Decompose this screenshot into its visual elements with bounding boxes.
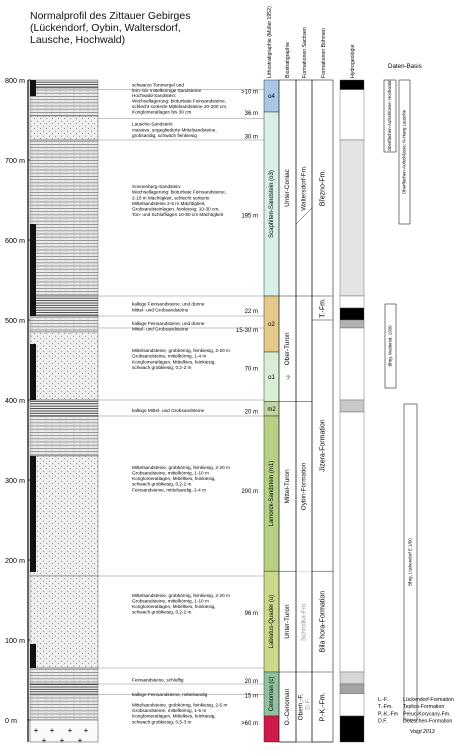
biostrat-label: Ober-Turon xyxy=(284,332,292,366)
biostratigraphy-column xyxy=(279,80,296,742)
legend-abbreviation: T.-Fm. xyxy=(378,704,393,711)
unit-thickness: 15-30 m xyxy=(235,328,258,334)
black-marker xyxy=(30,344,36,400)
unit-description-line: schwarze Tonmergel und xyxy=(132,82,185,88)
lithology-layer xyxy=(30,416,98,456)
depth-tick-label: 200 m xyxy=(5,556,25,565)
column-header-hydro: Hydrogeologie xyxy=(350,44,356,78)
title-line-3: Lausche, Hochwald) xyxy=(30,34,126,46)
unit-thickness: 30 m xyxy=(244,134,258,141)
unit-description-line: Wechsellagerung: bioturbate Feinsandsteine, xyxy=(132,98,226,104)
depth-tick-label: 500 m xyxy=(5,316,25,325)
depth-axis xyxy=(5,76,31,742)
lithology-layer xyxy=(30,694,98,720)
hydrogeology-band xyxy=(340,90,364,140)
sachsen-formation-label: Waltersdorf-Fm. xyxy=(300,165,308,211)
boehmen-formation-label: Bila hora-Formation xyxy=(319,590,327,653)
hydrogeology-band xyxy=(340,716,364,742)
boehmen-formation-label: Jizera-Formation xyxy=(319,419,327,472)
lithostrat-label: Scaphiten-Sandstein (o3) xyxy=(269,170,276,238)
lithology-layer xyxy=(30,140,98,296)
hydrogeology-band xyxy=(340,328,364,400)
title-line-2: (Lückendorf, Oybin, Waltersdorf, xyxy=(30,22,181,34)
unit-thickness: 36 m xyxy=(244,111,258,118)
unit-descriptions xyxy=(98,83,264,727)
unit-description-line: kalkige Mittel- und Grobsandsteine xyxy=(132,408,205,414)
lithology-layer xyxy=(30,116,98,140)
unit-description-line: Feinsandsteine, schluffig xyxy=(132,677,184,683)
credit-text: Voigt 2013 xyxy=(410,729,435,735)
lithostrat-label: o2 xyxy=(268,322,275,329)
lithology-layer xyxy=(30,80,98,88)
sachsen-formation-label: Schmilka-Fm. xyxy=(300,602,308,642)
column-header-lithostrat: Lithostratigraphie (Müller 1952) xyxy=(267,6,273,78)
black-marker xyxy=(30,456,36,572)
hydrogeology-band xyxy=(340,140,364,296)
unit-thickness: 96 m xyxy=(244,611,258,618)
unit-description-line: Mittelsandsteine, grobkörnig, feinkiesig, 2-20 m xyxy=(132,348,230,354)
boehmen-formation-label: Březno-Fm. xyxy=(319,169,327,207)
biostrat-label: Unter-Coniac xyxy=(284,169,292,207)
legend-abbreviation: L.-F. xyxy=(378,697,389,703)
legend-description: Dölzschen-Formation xyxy=(403,718,453,725)
unit-description-line: Hochwald-Sandstein: xyxy=(132,92,177,98)
lithology-layer xyxy=(30,400,98,416)
unit-description-line: Konglomeratlagen, Mittelkies, feinkiesig, xyxy=(132,713,216,719)
unit-description-line: Ton- und Schluffiagen 10-50 cm Mächtigkeit xyxy=(132,212,224,218)
depth-tick-label: 800 m xyxy=(5,76,25,85)
unit-description-line: Grobsandsteine, mittelkörnig, 1-10 m xyxy=(132,598,209,604)
basement-symbol: + xyxy=(33,725,39,735)
daten-basis-label: Oberflächen-Aufschlüsse: Hochwald xyxy=(387,80,393,152)
lithostrat-label: o4 xyxy=(268,94,275,101)
hydrogeology-band xyxy=(340,694,364,716)
column-header-daten: Daten-Basis xyxy=(388,63,422,70)
hydrogeology-band xyxy=(340,308,364,320)
hydrogeology-band xyxy=(340,80,364,90)
unit-description-line: 2-10 m Mächtigkeit, schlecht sortierte xyxy=(132,195,210,201)
legend-description: Lückendorf-Formation xyxy=(403,697,454,703)
sachsen-formation-label: Oybin-Formation xyxy=(300,462,308,511)
unit-description-line: massive, ungegliederte Mittelsandsteine, xyxy=(132,127,217,133)
lithology-layer xyxy=(30,456,98,576)
depth-tick-label: 300 m xyxy=(5,476,25,485)
depth-tick-label: 400 m xyxy=(5,396,25,405)
lithostratigraphy-column xyxy=(264,80,279,742)
unit-description-line: Konglomeratlagen, Mittelkies, feinkiesig, xyxy=(132,359,216,365)
column-header-biostrat: Biostratigraphie xyxy=(285,41,291,78)
hydrogeology-band xyxy=(340,400,364,412)
unit-description-line: kalkige Feinsandsteine, mittelsandig xyxy=(132,692,208,698)
unit-description-line: Konglomeratlagen, Mittelkies, feinkiesig, xyxy=(132,604,216,610)
boehmen-formation-label: P.-K.-Fm. xyxy=(319,692,327,722)
sachsen-formation-label: D.F. xyxy=(304,698,312,710)
hydrogeology-band xyxy=(340,684,364,694)
unit-description-line: kalkige Feinsandsteine, und dünne xyxy=(132,301,205,307)
title-line-1: Normalprofil des Zittauer Gebirges xyxy=(30,10,191,22)
unit-description-line: Sonnenberg-Sandstein: xyxy=(132,184,182,190)
unit-description-line: grobsandig, schwach feinkiesig xyxy=(132,132,197,138)
unit-thickness: 20 m xyxy=(244,409,258,416)
lithostrat-label: Labiatus-Quader (u) xyxy=(269,594,276,649)
black-marker xyxy=(30,644,36,668)
unit-thickness: 195 m xyxy=(241,213,258,220)
unit-thickness: 20 m xyxy=(244,679,258,686)
lithostrat-label: Lamorck-Sandstein (m1) xyxy=(269,460,276,527)
unit-description-line: Lausche-Sandstein: xyxy=(132,121,174,127)
unit-description-line: fein- bis mittelkörnige Sandsteine xyxy=(132,88,202,94)
lithology-column xyxy=(30,80,98,745)
legend-abbreviation: D.F. xyxy=(378,718,388,725)
unit-thickness: 70 m xyxy=(244,366,258,373)
unit-description-line: Mittelsandsteine, grobkörnig, feinkiesig, 2-5 m xyxy=(132,702,228,708)
column-header-boehmen: Formationen Böhmen xyxy=(321,28,327,78)
daten-basis-label: Bhrg. Lückendorf E 1/60 xyxy=(407,538,413,586)
lithostrat-unit xyxy=(264,716,279,742)
biostrat-label: Unter-Turon xyxy=(284,604,292,639)
unit-description-line: schlecht sortierte Mittelsandsteine 20-200 cm, xyxy=(132,104,228,110)
unit-thickness: 22 m xyxy=(244,308,258,315)
basement-symbol: + xyxy=(67,725,73,735)
lithology-layer xyxy=(30,684,98,694)
unit-description-line: Konglomeratlagen bis 30 cm xyxy=(132,109,192,115)
unit-description-line: Grobsandsteinlagen, feinkiesig: 10-30 cm, xyxy=(132,206,220,212)
sachsen-formation-label: Oberh.-F. xyxy=(297,693,305,721)
daten-basis-label: Bhrg. Waltersd. 1930 xyxy=(387,325,393,367)
unit-description-line: Mittel- und Grobsandsteine xyxy=(132,326,189,332)
lithology-layer xyxy=(30,88,98,116)
lithology-layer xyxy=(30,576,98,668)
black-marker xyxy=(30,224,36,316)
unit-description-line: Mittel- und Grobsandsteine xyxy=(132,307,189,313)
basement-symbol: + xyxy=(77,735,83,745)
legend-description: Peruc-Korycany-Fm. xyxy=(403,711,451,718)
lithostrat-label: o1 xyxy=(268,375,275,381)
basement-symbol: + xyxy=(49,725,55,735)
unit-description-line: Feinsandsteine, mittelsandig, 2-4 m xyxy=(132,487,206,493)
biostrat-question-mark: ? xyxy=(286,376,290,382)
legend-abbreviation: P.-K.-Fm xyxy=(378,711,399,718)
boehmen-formation-label: T.-Fm. xyxy=(319,298,327,318)
unit-description-line: Grobsandsteine, mittelkörnig, 1-4 m xyxy=(132,353,207,359)
lithostrat-label: m2 xyxy=(267,407,276,413)
column-header-sachsen: Formationen Sachsen xyxy=(302,27,308,78)
hydrogeology-band xyxy=(340,672,364,684)
unit-description-line: Grobsandsteine, mittelkörnig, 1-10 m xyxy=(132,470,209,476)
lithology-layer xyxy=(30,332,98,400)
basement-symbol: + xyxy=(59,735,65,745)
lithology-layer xyxy=(30,296,98,316)
depth-tick-label: 100 m xyxy=(5,636,25,645)
abbreviation-legend xyxy=(378,697,454,735)
depth-tick-label: 700 m xyxy=(5,156,25,165)
unit-description-line: kalkige Feinsandsteine, und dünne xyxy=(132,320,205,326)
legend-description: Teplice-Formation xyxy=(403,704,445,711)
basement-symbol: + xyxy=(41,735,47,745)
column-headers xyxy=(267,6,422,78)
daten-basis-column xyxy=(384,80,417,720)
biostrat-label: Mittel-Turon xyxy=(284,469,292,504)
unit-thickness: >60 m xyxy=(241,720,258,727)
unit-description-line: Konglomeratlagen, Mittelkies, feinkiesig, xyxy=(132,476,216,482)
unit-description-line: schwach grobkiesig, 0,2-2 m xyxy=(132,364,192,370)
unit-description-line: schwach grobkiesig, 0,2-2 m xyxy=(132,481,192,487)
unit-description-line: Mittelsandsteine, grobkörnig, feinkiesig, 2-20 m xyxy=(132,592,230,598)
hydrogeology-band xyxy=(340,296,364,308)
unit-thickness: 15 m xyxy=(244,693,258,700)
unit-thickness: 200 m xyxy=(241,488,258,495)
formations-sachsen-column xyxy=(296,80,312,742)
depth-tick-label: 0 m xyxy=(5,716,17,725)
biostrat-label: O.-Cenoman xyxy=(284,688,292,726)
hydrogeology-band xyxy=(340,412,364,672)
daten-basis-label: Oberflächen-Aufschlüsse: N-Hang Lausche xyxy=(401,109,407,195)
black-marker xyxy=(30,80,36,96)
unit-thickness: >10 m xyxy=(241,89,258,96)
unit-description-line: Mittelsandsteine, grobkörnig, feinkiesig, 2-20 m xyxy=(132,464,230,470)
lithostrat-label: Cenoman (c) xyxy=(269,676,276,712)
hydrogeology-band xyxy=(340,320,364,328)
lithology-layer xyxy=(30,316,98,332)
unit-description-line: Grobsandsteine, mittelkörnig, 1-5 m xyxy=(132,708,207,714)
basement-symbol: + xyxy=(83,725,89,735)
hydrogeology-column xyxy=(340,80,364,742)
unit-description-line: schwach grobkiesig, 0,2-2 m xyxy=(132,609,192,615)
lithology-layer xyxy=(30,668,98,684)
depth-tick-label: 600 m xyxy=(5,236,25,245)
formations-boehmen-column xyxy=(312,80,333,742)
unit-description-line: Mittelsandsteine 2-5 m Mächtigkeit, xyxy=(132,200,206,206)
unit-description-line: Wechsellagerung: bioturbate Feinsandsteine, xyxy=(132,189,226,195)
unit-description-line: schwach grobkiesig, 0,5-3 m xyxy=(132,719,192,725)
